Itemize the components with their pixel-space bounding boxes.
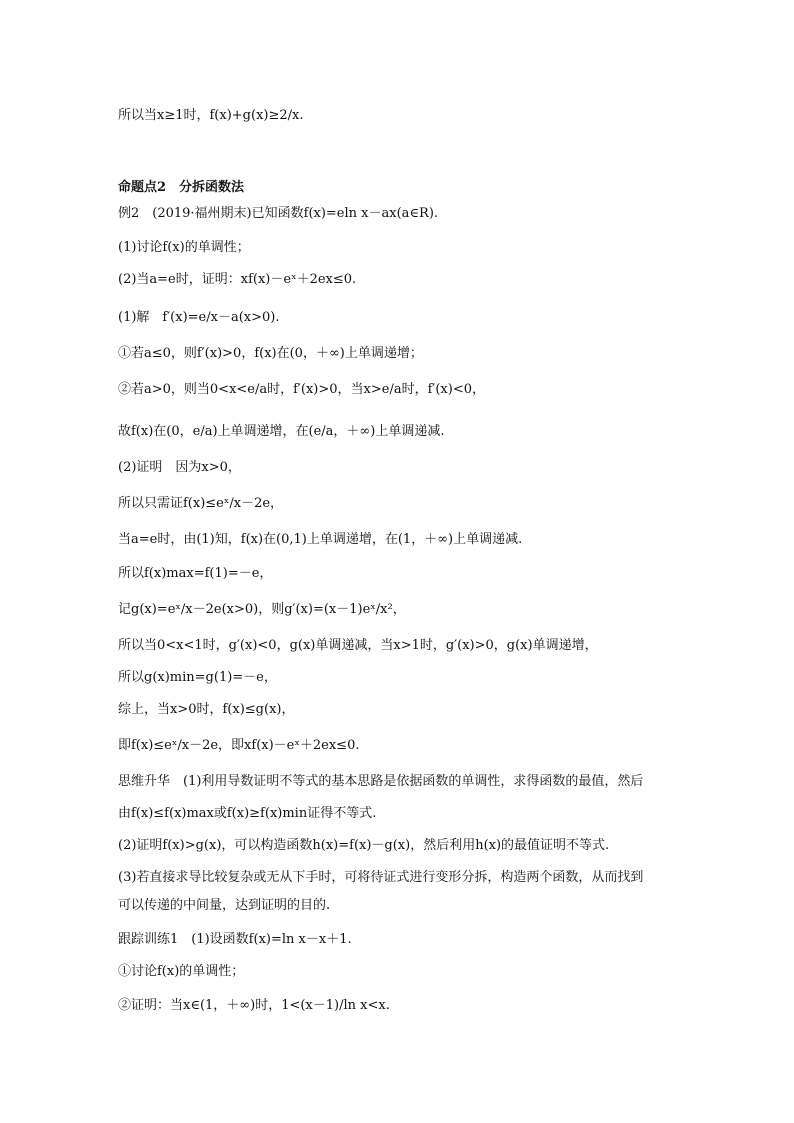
exercise-title: 跟踪训练1 (1)设函数f(x)=ln x－x＋1. [118,932,352,947]
solution-conclusion: 故f(x)在(0，e/a)上单调递增，在(e/a，＋∞)上单调递减. [118,424,445,439]
proof-step-4: 记g(x)=eˣ/x－2e(x>0)，则g′(x)=(x－1)eˣ/x²， [118,602,406,617]
exercise-part-1: ①讨论f(x)的单调性； [118,964,245,979]
summary-2: (2)证明f(x)>g(x)，可以构造函数h(x)=f(x)－g(x)，然后利用h(x)的最值证明不等式. [118,838,610,853]
solution-step-1: (1)解 f′(x)=e/x－a(x>0). [118,310,280,325]
question-part-1: (1)讨论f(x)的单调性； [118,240,250,255]
proof-step-3: 所以f(x)max=f(1)=－e， [118,566,273,581]
summary-1a: 思维升华 (1)利用导数证明不等式的基本思路是依据函数的单调性，求得函数的最值，然后 [118,774,644,789]
text-line-1: 所以当x≥1时，f(x)+g(x)≥2/x. [118,108,304,123]
proof-step-1: 所以只需证f(x)≤eˣ/x－2e， [118,496,284,511]
question-part-2: (2)当a=e时，证明：xf(x)－eˣ＋2ex≤0. [118,272,357,287]
example-title: 例2 (2019·福州期末)已知函数f(x)=eln x－ax(a∈R). [118,206,439,221]
summary-3a: (3)若直接求导比较复杂或无从下手时，可将待证式进行变形分拆，构造两个函数，从而找到 [118,870,644,885]
proof-start: (2)证明 因为x>0， [118,460,241,475]
solution-case-2: ②若a>0，则当0<x<e/a时，f′(x)>0，当x>e/a时，f′(x)<0， [118,382,485,397]
summary-1b: 由f(x)≤f(x)max或f(x)≥f(x)min证得不等式. [118,806,377,821]
proof-step-8: 即f(x)≤eˣ/x－2e，即xf(x)－eˣ＋2ex≤0. [118,738,360,753]
proof-step-6: 所以g(x)min=g(1)=－e， [118,670,277,685]
proof-step-7: 综上，当x>0时，f(x)≤g(x)， [118,702,295,717]
summary-3b: 可以传递的中间量，达到证明的目的. [118,898,331,913]
proof-step-5: 所以当0<x<1时，g′(x)<0，g(x)单调递减，当x>1时，g′(x)>0，g(x)单调递增， [118,638,598,653]
exercise-part-2: ②证明：当x∈(1，＋∞)时，1<(x－1)/ln x<x. [118,998,390,1013]
solution-case-1: ①若a≤0，则f′(x)>0，f(x)在(0，＋∞)上单调递增； [118,346,423,361]
section-heading: 命题点2 分拆函数法 [118,180,245,195]
proof-step-2: 当a=e时，由(1)知，f(x)在(0,1)上单调递增，在(1，＋∞)上单调递减. [118,532,523,547]
